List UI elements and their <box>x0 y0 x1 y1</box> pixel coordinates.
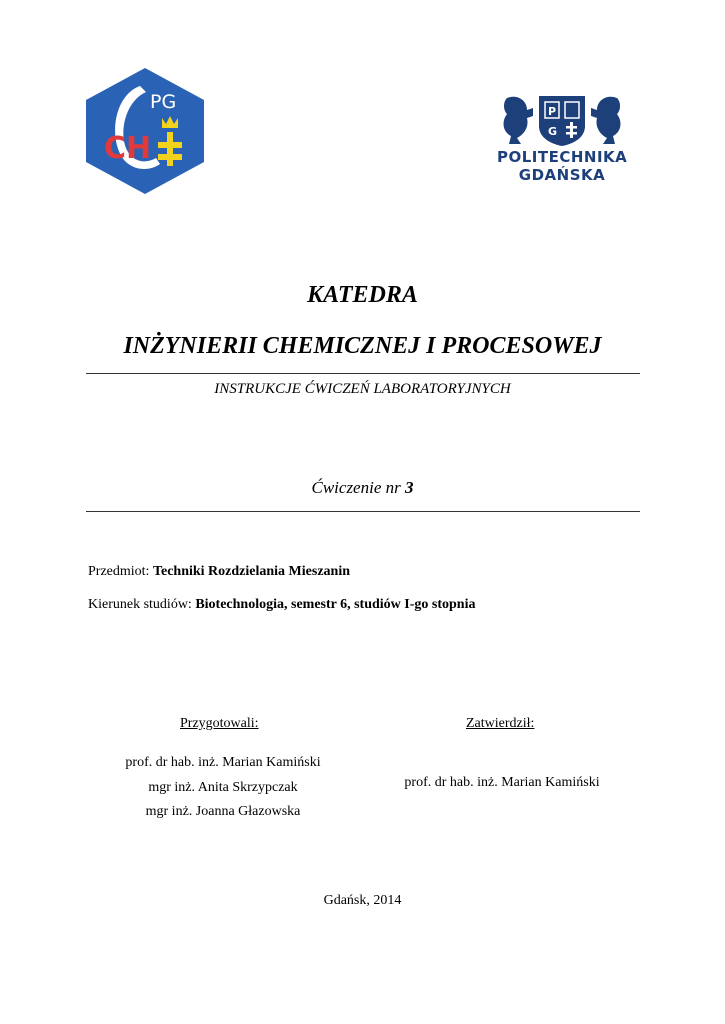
course-value: Biotechnologia, semestr 6, studiów I-go stopnia <box>195 597 476 612</box>
department-name: INŻYNIERII CHEMICZNEJ I PROCESOWEJ <box>123 333 602 359</box>
exercise-heading <box>0 478 725 498</box>
logo-monogram: CH <box>104 131 152 166</box>
approved-name: prof. dr hab. inż. Marian Kamiński <box>404 775 600 790</box>
lion-left-icon <box>504 97 533 144</box>
document-subtitle: INSTRUKCJE ĆWICZEŃ LABORATORYJNYCH <box>214 381 511 397</box>
prepared-by-label: Przygotowali: <box>180 716 259 731</box>
university-name-line2: GDAŃSKA <box>518 166 606 184</box>
subject-value: Techniki Rozdzielania Mieszanin <box>152 564 350 579</box>
prepared-name-1: prof. dr hab. inż. Marian Kamiński <box>125 755 321 770</box>
exercise-number: 3 <box>405 478 414 497</box>
subject-line <box>88 564 350 580</box>
course-line <box>88 597 475 613</box>
course-label: Kierunek studiów: <box>88 597 192 612</box>
exercise-label: Ćwiczenie nr <box>311 478 401 497</box>
department-title: KATEDRA <box>307 282 418 308</box>
lion-right-icon <box>591 97 620 144</box>
place-date: Gdańsk, 2014 <box>323 893 402 908</box>
divider-top <box>86 373 640 374</box>
subject-label: Przedmiot: <box>88 564 150 579</box>
university-name-line1: POLITECHNIKA <box>497 148 628 166</box>
emblem-letter-g: G <box>548 125 558 138</box>
department-logo <box>82 66 208 196</box>
emblem-letter-p: P <box>548 105 557 118</box>
approved-by-label: Zatwierdził: <box>466 716 535 731</box>
prepared-name-3: mgr inż. Joanna Głazowska <box>145 804 301 819</box>
logo-badge-text: PG <box>150 91 177 113</box>
shield-icon <box>539 96 585 146</box>
prepared-name-2: mgr inż. Anita Skrzypczak <box>148 780 298 795</box>
divider-bottom <box>86 511 640 512</box>
